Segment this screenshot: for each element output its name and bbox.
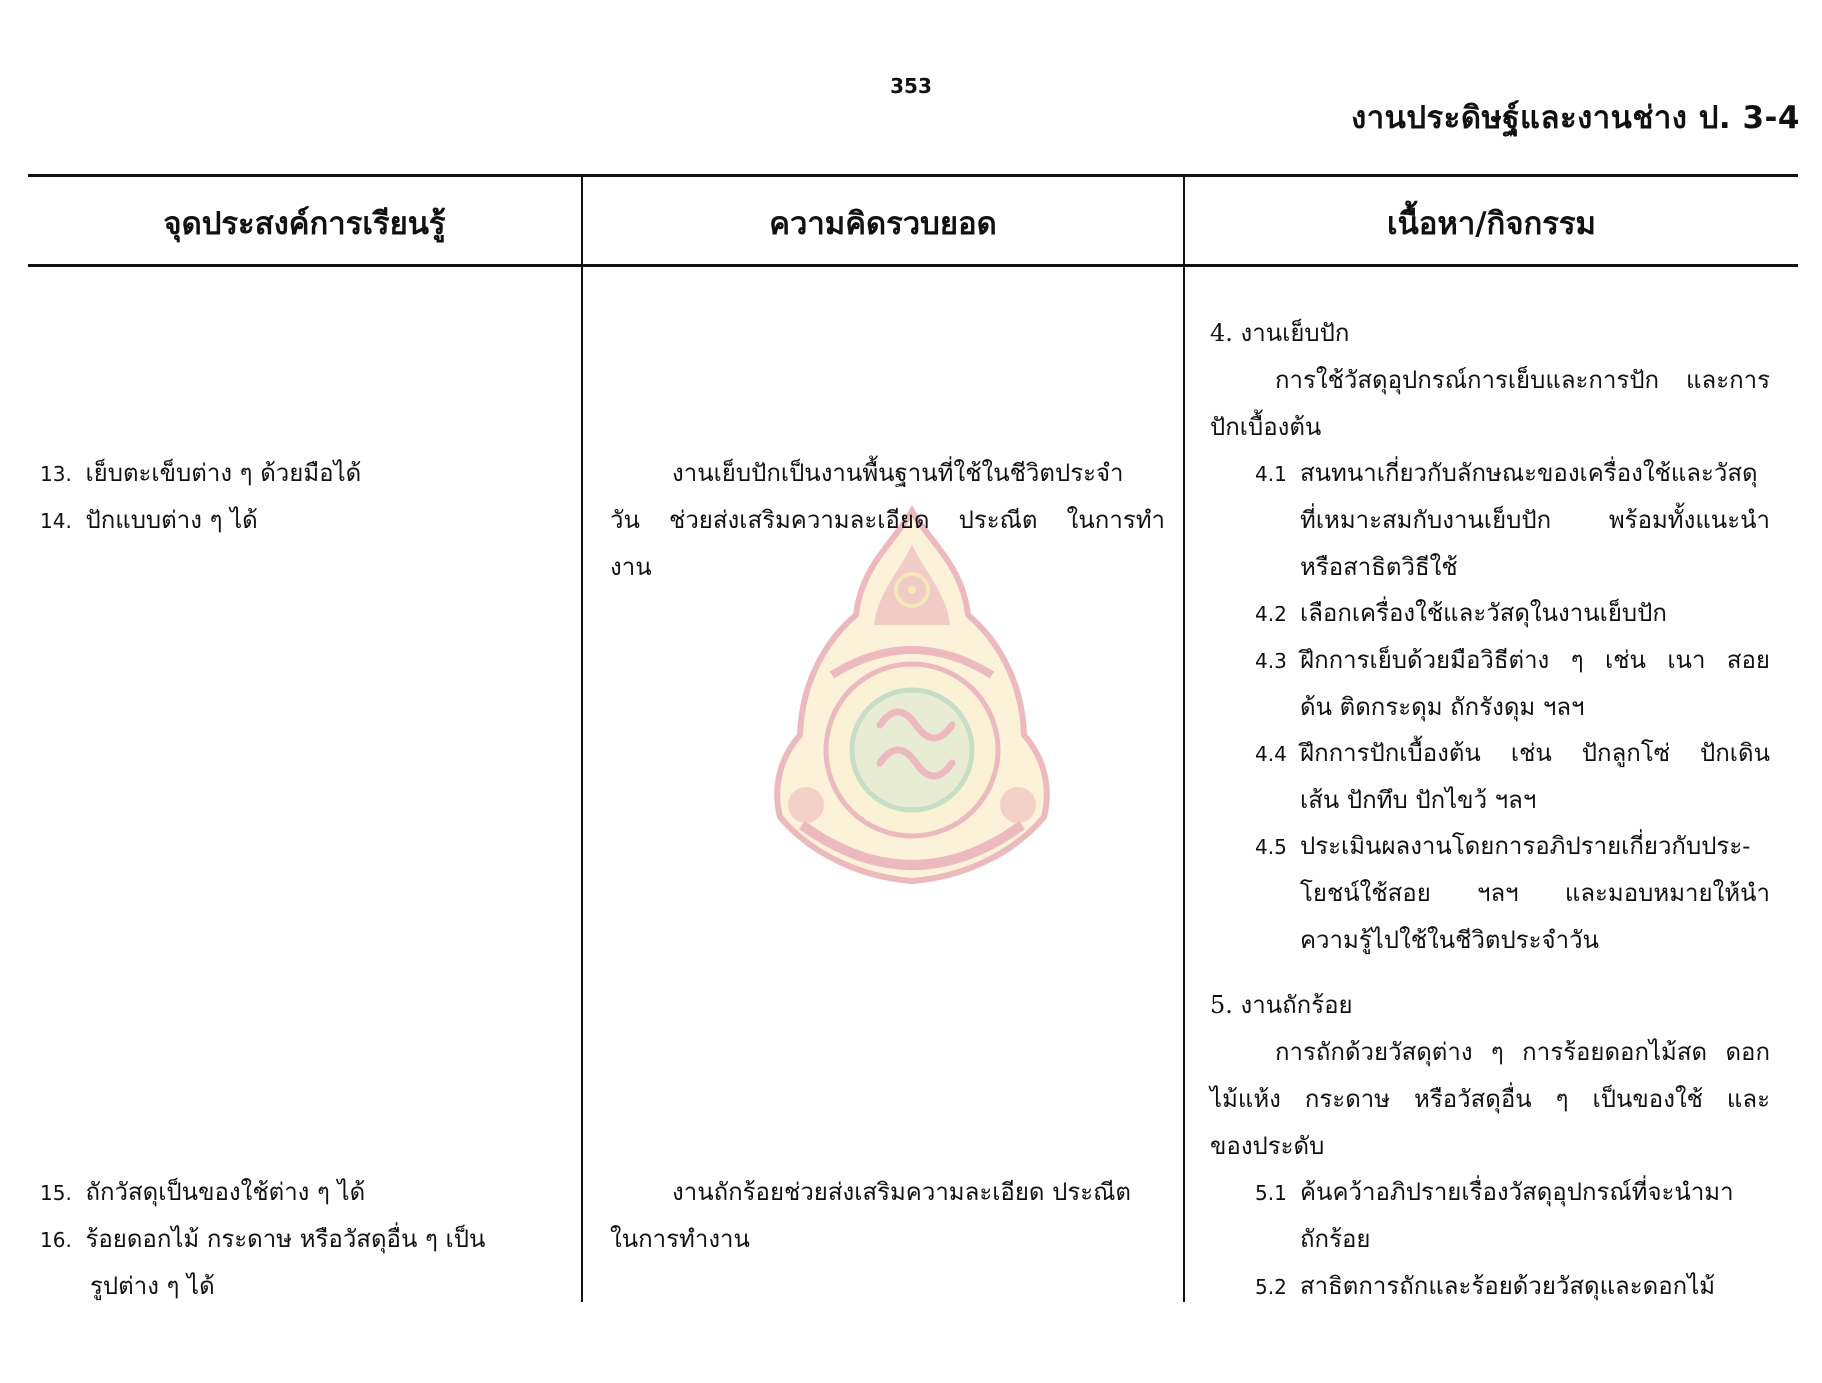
objective-16 <box>40 1224 485 1255</box>
objective-text: ถักวัสดุเป็นของใช้ต่าง ๆ ได้ <box>85 1178 366 1206</box>
item-4-1 <box>1255 458 1287 489</box>
item-4-4 <box>1255 738 1287 769</box>
column-divider-2 <box>1183 176 1185 1302</box>
section-5-intro-line-1: การถักด้วยวัสดุต่าง ๆ การร้อยดอกไม้สด ดอก <box>1275 1038 1770 1066</box>
running-header: งานประดิษฐ์และงานช่าง ป. 3-4 <box>1351 100 1800 136</box>
objective-text: ปักแบบต่าง ๆ ได้ <box>85 506 258 534</box>
seal-watermark-icon <box>762 505 1062 885</box>
section-4-title: 4. งานเย็บปัก <box>1210 319 1350 347</box>
column-divider-1 <box>581 176 583 1302</box>
item-4-2 <box>1255 598 1287 629</box>
item-number: 4.3 <box>1255 649 1287 673</box>
item-5-2-line-1: สาธิตการถักและร้อยด้วยวัสดุและดอกไม้ <box>1300 1272 1716 1300</box>
item-5-1 <box>1255 1177 1287 1208</box>
column-header-objectives: จุดประสงค์การเรียนรู้ <box>163 206 446 242</box>
section-4-intro-line-2: ปักเบื้องต้น <box>1210 413 1322 441</box>
item-4-4-line-1: ฝึกการปักเบื้องต้น เช่น ปักลูกโซ่ ปักเดิน <box>1300 739 1770 767</box>
item-4-1-line-2: ที่เหมาะสมกับงานเย็บปัก พร้อมทั้งแนะนำ <box>1300 506 1770 534</box>
objective-15 <box>40 1177 365 1208</box>
objective-13 <box>40 458 361 489</box>
section-5-title: 5. งานถักร้อย <box>1210 991 1353 1019</box>
table-top-rule <box>28 174 1798 177</box>
item-4-4-line-2: เส้น ปักทึบ ปักไขว้ ฯลฯ <box>1300 786 1537 814</box>
objective-text: เย็บตะเข็บต่าง ๆ ด้วยมือได้ <box>85 459 362 487</box>
item-4-5-line-1: ประเมินผลงานโดยการอภิปรายเกี่ยวกับประ- <box>1300 832 1751 860</box>
column-header-content: เนื้อหา/กิจกรรม <box>1386 206 1596 242</box>
item-4-3-line-2: ด้น ติดกระดุม ถักรังดุม ฯลฯ <box>1300 693 1585 721</box>
concept-1-line-2: วัน ช่วยส่งเสริมความละเอียด ประณีต ในการทำ <box>610 506 1165 534</box>
item-4-5-line-2: โยชน์ใช้สอย ฯลฯ และมอบหมายให้นำ <box>1300 879 1770 907</box>
objective-number: 14. <box>40 509 72 533</box>
section-4-intro-line-1: การใช้วัสดุอุปกรณ์การเย็บและการปัก และการ <box>1275 366 1770 394</box>
item-number: 4.4 <box>1255 742 1287 766</box>
item-4-2-line-1: เลือกเครื่องใช้และวัสดุในงานเย็บปัก <box>1300 599 1667 627</box>
objective-number: 13. <box>40 462 72 486</box>
item-5-1-line-2: ถักร้อย <box>1300 1225 1371 1253</box>
item-5-2 <box>1255 1271 1287 1302</box>
section-5-intro-line-3: ของประดับ <box>1210 1132 1325 1160</box>
objective-text: ร้อยดอกไม้ กระดาษ หรือวัสดุอื่น ๆ เป็น <box>85 1225 486 1253</box>
objective-14 <box>40 505 258 536</box>
item-4-3 <box>1255 645 1287 676</box>
concept-1-line-1: งานเย็บปักเป็นงานพื้นฐานที่ใช้ในชีวิตประจำ <box>672 459 1124 487</box>
item-4-5-line-3: ความรู้ไปใช้ในชีวิตประจำวัน <box>1300 926 1599 954</box>
item-number: 5.1 <box>1255 1181 1287 1205</box>
column-header-concepts: ความคิดรวบยอด <box>769 206 997 242</box>
page-number: 353 <box>890 74 932 98</box>
item-number: 4.5 <box>1255 835 1287 859</box>
objective-number: 16. <box>40 1228 72 1252</box>
item-4-1-line-3: หรือสาธิตวิธีใช้ <box>1300 553 1458 581</box>
objective-16-continuation: รูปต่าง ๆ ได้ <box>90 1272 215 1300</box>
section-5-intro-line-2: ไม้แห้ง กระดาษ หรือวัสดุอื่น ๆ เป็นของใช้ และ <box>1210 1085 1770 1113</box>
table-header-rule <box>28 264 1798 267</box>
item-4-3-line-1: ฝึกการเย็บด้วยมือวิธีต่าง ๆ เช่น เนา สอย <box>1300 646 1770 674</box>
item-4-1-line-1: สนทนาเกี่ยวกับลักษณะของเครื่องใช้และวัสดุ <box>1300 459 1758 487</box>
concept-2-line-2: ในการทำงาน <box>610 1225 750 1253</box>
concept-2-line-1: งานถักร้อยช่วยส่งเสริมความละเอียด ประณีต <box>672 1178 1131 1206</box>
objective-number: 15. <box>40 1181 72 1205</box>
item-4-5 <box>1255 831 1287 862</box>
item-number: 4.2 <box>1255 602 1287 626</box>
item-5-1-line-1: ค้นคว้าอภิปรายเรื่องวัสดุอุปกรณ์ที่จะนำมา <box>1300 1178 1734 1206</box>
concept-1-line-3: งาน <box>610 553 652 581</box>
item-number: 4.1 <box>1255 462 1287 486</box>
item-number: 5.2 <box>1255 1275 1287 1299</box>
